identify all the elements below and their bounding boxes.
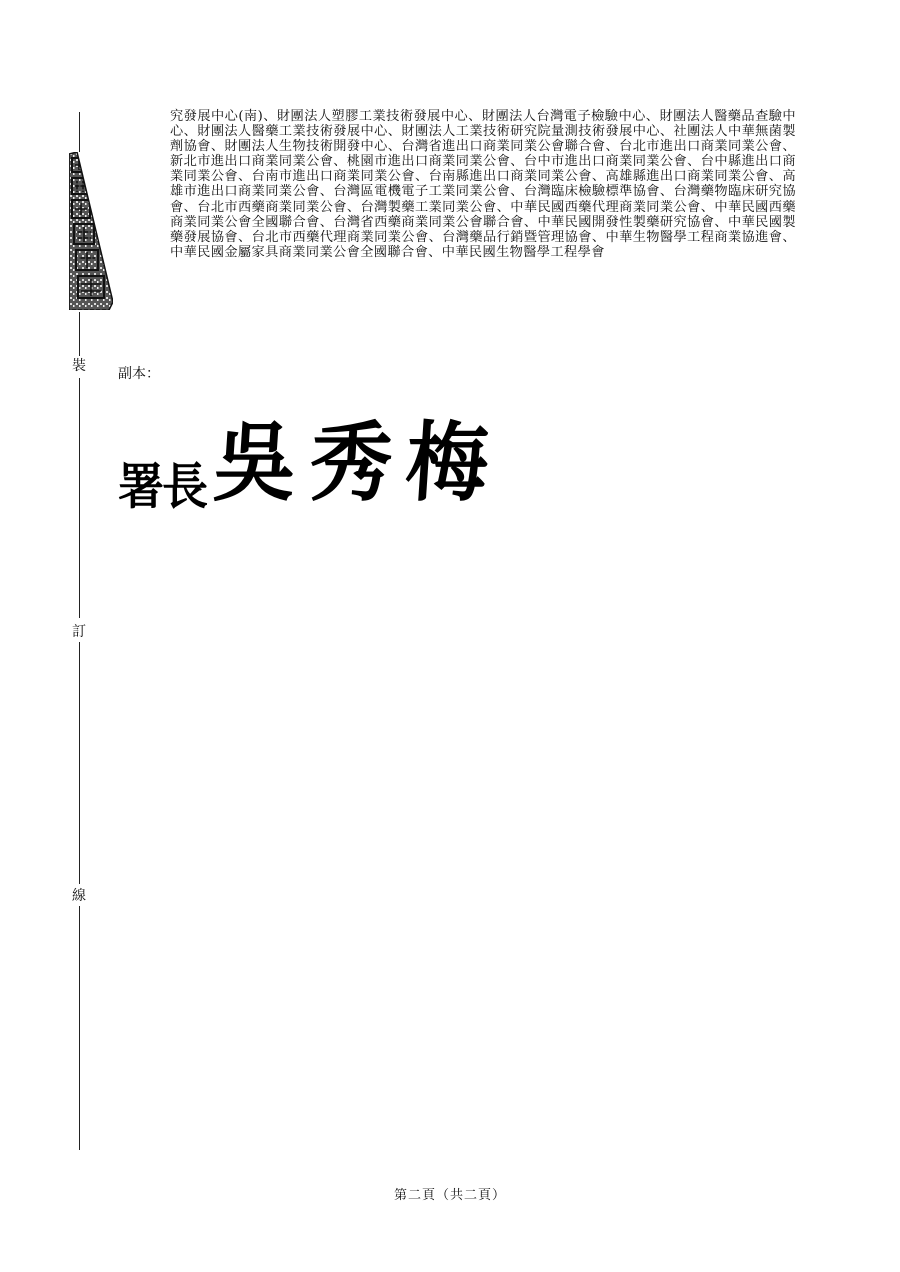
signature-block [118, 404, 506, 516]
binding-line-segment [79, 642, 80, 884]
binding-line-segment [79, 378, 80, 618]
official-seal-fragment [69, 152, 113, 310]
binding-char-zhuang: 裝 [67, 358, 91, 374]
binding-line-segment [79, 112, 80, 152]
page-number: 第二頁（共二頁） [393, 1188, 506, 1203]
signature-name: 吳秀梅 [210, 413, 506, 514]
binding-char-ding: 訂 [67, 624, 91, 640]
cc-label: 副本： [118, 366, 160, 382]
binding-line-segment [79, 312, 80, 356]
recipient-list: 究發展中心(南)、財團法人塑膠工業技術發展中心、財團法人台灣電子檢驗中心、財團法人醫藥品查驗中心、財團法人醫藥工業技術發展中心、財團法人工業技術研究院量測技術發展中心、社團法人中華無菌製劑協會、財團法人生物技術開發中心、台灣省進出口商業同業公會聯合會、台北市進出口商業同業公會、新北市進出口商業同業公會、桃園市進出口商業同業公會、台中市進出口商業同業公會、台中縣進出口商業同業公會、台南市進出口商業同業公會、台南縣進出口商業同業公會、高雄縣進出口商業同業公會、高雄市進出口商業同業公會、台灣區電機電子工業同業公會、台灣臨床檢驗標準協會、台灣藥物臨床研究協會、台北市西藥商業同業公會、台灣製藥工業同業公會、中華民國西藥代理商業同業公會、中華民國西藥商業同業公會全國聯合會、台灣省西藥商業同業公會聯合會、中華民國開發性製藥研究協會、中華民國製藥發展協會、台北市西藥代理商業同業公會、台灣藥品行銷暨管理協會、中華生物醫學工程商業協進會、中華民國金屬家具商業同業公會全國聯合會、中華民國生物醫學工程學會 [170, 109, 796, 260]
signature-title: 署長 [118, 456, 206, 516]
binding-char-xian: 線 [67, 888, 91, 904]
binding-line-segment [79, 906, 80, 1150]
